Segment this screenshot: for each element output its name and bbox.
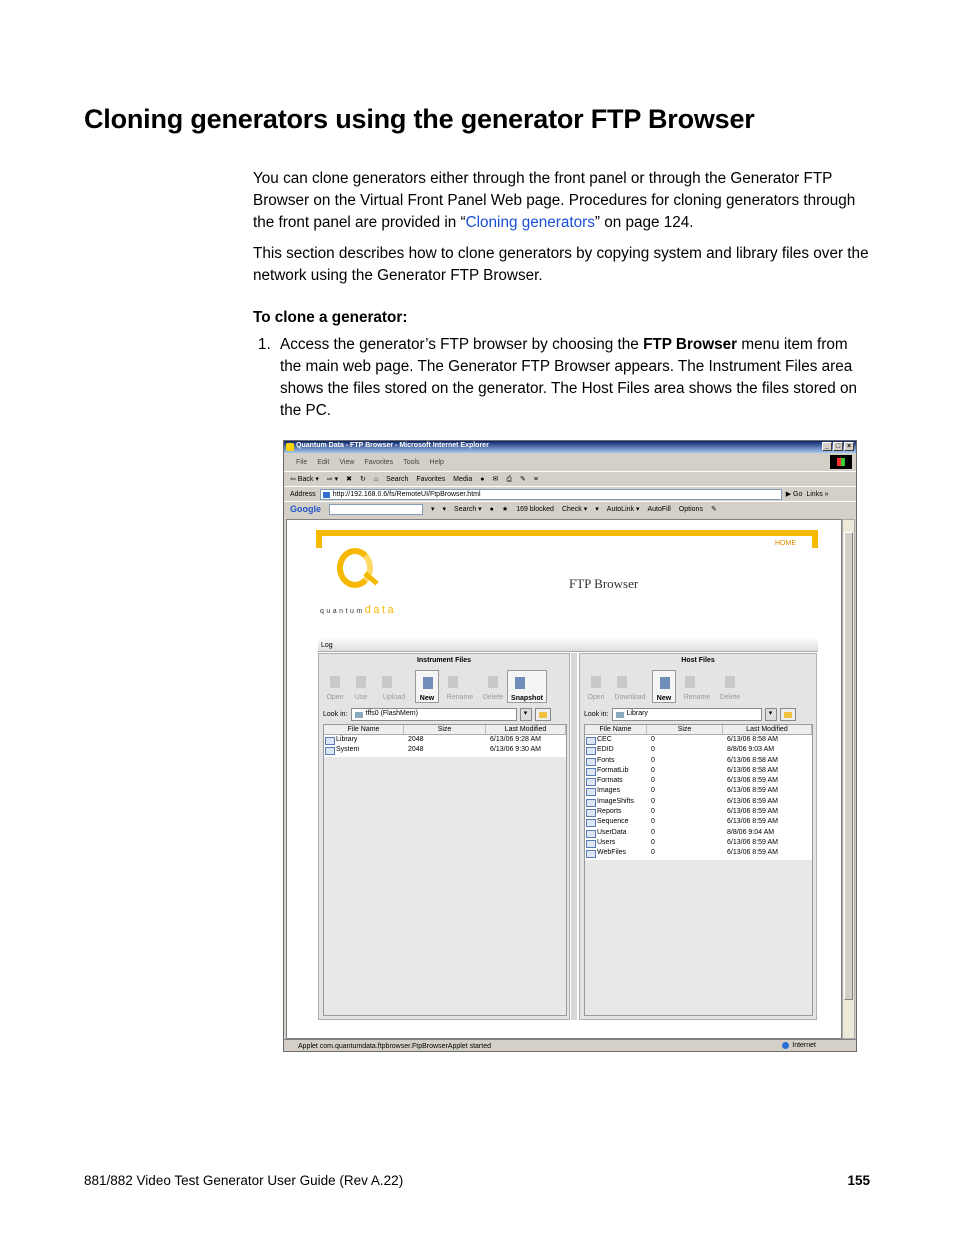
instrument-files-title: Instrument Files — [416, 657, 472, 664]
section-title: Cloning generators using the generator FTP Browser — [84, 104, 755, 134]
file-modified: 6/13/06 8:59 AM — [727, 838, 778, 846]
instrument-look-in — [323, 707, 551, 721]
file-name: Images — [585, 786, 647, 796]
procedure-heading: To clone a generator: — [253, 309, 408, 326]
file-modified: 6/13/06 8:58 AM — [727, 756, 778, 764]
list-item[interactable] — [585, 766, 812, 776]
internet-zone: Internet — [782, 1041, 816, 1050]
toolbar-button-0[interactable]: ⇦ Back ▾ — [290, 475, 319, 483]
column-header[interactable]: Size — [404, 725, 486, 734]
toolbar-button-5[interactable]: Search — [386, 475, 409, 483]
file-name: UserData — [585, 828, 647, 838]
toolbar-button-8[interactable]: ● — [480, 475, 485, 483]
ftp-browser-screenshot — [283, 440, 857, 1052]
instrument-toolbar — [323, 670, 547, 703]
file-name: Users — [585, 838, 647, 848]
file-modified: 6/13/06 8:59 AM — [727, 797, 778, 805]
menu-bar — [284, 455, 856, 469]
google-toolbar — [284, 501, 856, 517]
step-1 — [258, 334, 873, 422]
file-modified: 6/13/06 8:59 AM — [727, 849, 778, 857]
toolbar-button-7[interactable]: Media — [453, 475, 473, 483]
column-header[interactable]: Last Modified — [723, 725, 812, 734]
list-item[interactable] — [585, 838, 812, 848]
toolbar-button-9[interactable]: ✉ — [492, 475, 499, 483]
menu-help[interactable]: Help — [429, 458, 444, 466]
list-item[interactable] — [585, 817, 812, 827]
table-header — [324, 725, 566, 735]
folder-up-icon[interactable] — [780, 708, 796, 721]
table-header — [585, 725, 812, 735]
intro-paragraph: You can clone generators either through the front panel or through the Generator FTP Browser on the Virtual Front Panel Web page. Procedures for cloning generators through the front panel are provided in “Cloning generators” on page 124. — [253, 170, 856, 231]
maximize-button[interactable]: □ — [833, 442, 843, 451]
footer-title: 881/882 Video Test Generator User Guide (Rev A.22) — [84, 1173, 404, 1188]
rename-button[interactable]: Rename — [441, 670, 479, 703]
browser-toolbar — [284, 471, 856, 486]
file-size: 0 — [651, 736, 655, 743]
close-button[interactable]: × — [844, 442, 854, 451]
file-modified: 6/13/06 8:59 AM — [727, 787, 778, 795]
toolbar-button-10[interactable]: ⎙ — [506, 475, 512, 483]
file-size: 0 — [651, 828, 655, 836]
file-size: 0 — [651, 766, 655, 774]
toolbar-button-11[interactable]: ✎ — [519, 475, 526, 483]
list-item[interactable] — [585, 848, 812, 858]
menu-edit[interactable]: Edit — [317, 458, 330, 466]
split-divider[interactable] — [571, 653, 577, 1020]
toolbar-button-4[interactable]: ⌂ — [373, 475, 379, 483]
file-name: CEC — [585, 735, 647, 745]
scroll-thumb[interactable] — [844, 532, 853, 1000]
list-item[interactable] — [324, 745, 566, 755]
host-files-title: Host Files — [681, 657, 715, 664]
description-paragraph: This section describes how to clone generators by copying system and library files over the network using the Generator FTP Browser. — [253, 245, 869, 284]
list-item[interactable] — [585, 745, 812, 755]
links-button[interactable]: Links » — [806, 490, 829, 498]
toolbar-button-12[interactable]: ≡ — [533, 475, 538, 483]
rename-button[interactable]: Rename — [678, 670, 716, 703]
host-file-table — [584, 724, 813, 1016]
host-toolbar — [584, 670, 742, 703]
new-button[interactable]: New — [415, 670, 439, 703]
google-toolbar-item-6[interactable]: Check ▾ — [561, 506, 588, 513]
menu-view[interactable]: View — [339, 458, 355, 466]
empty-area — [585, 860, 812, 1015]
file-modified: 6/13/06 8:59 AM — [727, 777, 778, 785]
file-name: EDID — [585, 745, 647, 755]
file-name: Reports — [585, 807, 647, 817]
google-toolbar-item-4[interactable]: ★ — [501, 506, 509, 513]
google-toolbar-item-8[interactable]: AutoLink ▾ — [606, 506, 640, 513]
host-look-in-select[interactable]: Library — [612, 708, 762, 721]
google-toolbar-item-3[interactable]: ● — [489, 506, 494, 513]
download-button[interactable]: Download — [610, 670, 650, 703]
file-size: 0 — [651, 756, 655, 764]
file-modified: 6/13/06 8:58 AM — [727, 766, 778, 774]
google-toolbar-item-9[interactable]: AutoFill — [647, 506, 671, 513]
file-name: System — [324, 745, 404, 755]
open-button[interactable]: Open — [584, 670, 608, 703]
file-name: Library — [324, 735, 404, 745]
file-size: 0 — [651, 849, 655, 857]
look-in-label: Look in: — [323, 710, 348, 718]
header-frame — [316, 530, 818, 536]
look-in-label: Look in: — [584, 710, 609, 718]
list-item[interactable] — [585, 735, 812, 745]
delete-button[interactable]: Delete — [718, 670, 742, 703]
address-label: Address — [290, 490, 316, 498]
file-size: 0 — [651, 818, 655, 826]
log-bar[interactable]: Log — [318, 637, 818, 652]
file-modified: 6/13/06 9:30 AM — [490, 746, 541, 754]
google-toolbar-item-7[interactable]: ▾ — [595, 506, 599, 513]
dropdown-arrow-icon[interactable]: ▾ — [520, 708, 532, 721]
open-button[interactable]: Open — [323, 670, 347, 703]
quantum-data-logo-icon — [337, 548, 373, 588]
window-title-bar: Quantum Data - FTP Browser - Microsoft Internet Explorer _ □ × — [284, 441, 856, 453]
file-modified: 6/13/06 8:59 AM — [727, 818, 778, 826]
google-toolbar-item-1[interactable]: ▾ — [442, 506, 447, 513]
cloning-generators-link[interactable]: Cloning generators — [465, 214, 595, 231]
vertical-scrollbar[interactable] — [842, 519, 855, 1039]
file-size: 0 — [651, 746, 655, 754]
file-modified: 6/13/06 8:59 AM — [727, 808, 778, 816]
instrument-file-table — [323, 724, 567, 1016]
toolbar-button-1[interactable]: ⇨ ▾ — [326, 475, 339, 483]
use-button[interactable]: Use — [349, 670, 373, 703]
address-bar — [284, 486, 856, 501]
go-button[interactable]: ▶ Go — [785, 490, 803, 498]
list-item[interactable] — [585, 797, 812, 807]
list-item[interactable] — [585, 786, 812, 796]
google-toolbar-item-5[interactable]: 169 blocked — [516, 506, 554, 513]
step-number: 1. — [258, 336, 271, 353]
file-size: 2048 — [408, 736, 424, 743]
instrument-files-pane — [318, 653, 570, 1020]
host-files-pane — [579, 653, 817, 1020]
windows-logo-icon — [830, 455, 852, 469]
address-input[interactable]: http://192.168.0.6/fs/RemoteUI/FtpBrowser.html — [320, 489, 782, 500]
list-item[interactable] — [585, 828, 812, 838]
file-modified: 6/13/06 9:28 AM — [490, 736, 541, 743]
dropdown-arrow-icon[interactable]: ▾ — [765, 708, 777, 721]
list-item[interactable] — [585, 756, 812, 766]
status-bar — [284, 1039, 856, 1052]
file-name: Fonts — [585, 756, 647, 766]
list-item[interactable] — [585, 807, 812, 817]
google-toolbar-item-11[interactable]: ✎ — [710, 506, 717, 513]
file-size: 0 — [651, 808, 655, 816]
ie-icon — [286, 443, 294, 451]
folder-up-icon[interactable] — [535, 708, 551, 721]
file-modified: 6/13/06 8:58 AM — [727, 736, 778, 743]
list-item[interactable] — [585, 776, 812, 786]
file-size: 0 — [651, 838, 655, 846]
menu-tools[interactable]: Tools — [403, 458, 420, 466]
header-frame-right — [812, 530, 818, 548]
column-header[interactable]: File Name — [324, 725, 404, 734]
new-button[interactable]: New — [652, 670, 676, 703]
browser-content — [286, 519, 842, 1039]
google-toolbar-item-2[interactable]: Search ▾ — [454, 506, 482, 513]
file-size: 2048 — [408, 746, 424, 754]
google-logo: Google — [290, 504, 321, 514]
upload-button[interactable]: Upload — [375, 670, 413, 703]
minimize-button[interactable]: _ — [822, 442, 832, 451]
header-frame-left — [316, 530, 322, 548]
page-number: 155 — [847, 1173, 870, 1188]
ftp-page-title: FTP Browser — [569, 576, 639, 591]
file-size: 0 — [651, 787, 655, 795]
snapshot-button[interactable]: Snapshot — [507, 670, 547, 703]
toolbar-button-3[interactable]: ↻ — [360, 475, 366, 483]
file-modified: 8/8/06 9:04 AM — [727, 828, 775, 836]
file-name: Sequence — [585, 817, 647, 827]
logo-wordmark: quantumdata — [320, 604, 397, 616]
column-header[interactable]: Last Modified — [486, 725, 566, 734]
google-toolbar-item-10[interactable]: Options — [678, 506, 703, 513]
menu-file[interactable]: File — [296, 458, 308, 466]
file-modified: 8/8/06 9:03 AM — [727, 746, 775, 754]
status-text: Applet com.quantumdata.ftpbrowser.FtpBrowserApplet started — [298, 1042, 491, 1050]
instrument-look-in-select[interactable]: tffs0 (FlashMem) — [351, 708, 517, 721]
list-item[interactable] — [324, 735, 566, 745]
google-toolbar-item-0[interactable]: ▾ — [431, 506, 435, 513]
file-name: WebFiles — [585, 848, 647, 858]
column-header[interactable]: Size — [647, 725, 723, 734]
toolbar-button-6[interactable]: Favorites — [416, 475, 446, 483]
file-size: 0 — [651, 777, 655, 785]
empty-area — [324, 757, 566, 1015]
file-size: 0 — [651, 797, 655, 805]
file-name: ImageShifts — [585, 797, 647, 807]
delete-button[interactable]: Delete — [481, 670, 505, 703]
file-name: FormatLib — [585, 766, 647, 776]
menu-favorites[interactable]: Favorites — [364, 458, 394, 466]
host-look-in — [584, 707, 796, 721]
column-header[interactable]: File Name — [585, 725, 647, 734]
google-search-input[interactable] — [329, 504, 423, 515]
step-text: Access the generator’s FTP browser by choosing the FTP Browser menu item from the main web page. The Generator FTP Browser appears. The Instrument Files area shows the files stored on the generator. The Host Files area shows the files stored on the PC. — [280, 336, 858, 419]
home-link[interactable]: HOME — [775, 540, 796, 547]
toolbar-button-2[interactable]: ✖ — [346, 475, 353, 483]
window-controls — [822, 442, 854, 451]
file-name: Formats — [585, 776, 647, 786]
